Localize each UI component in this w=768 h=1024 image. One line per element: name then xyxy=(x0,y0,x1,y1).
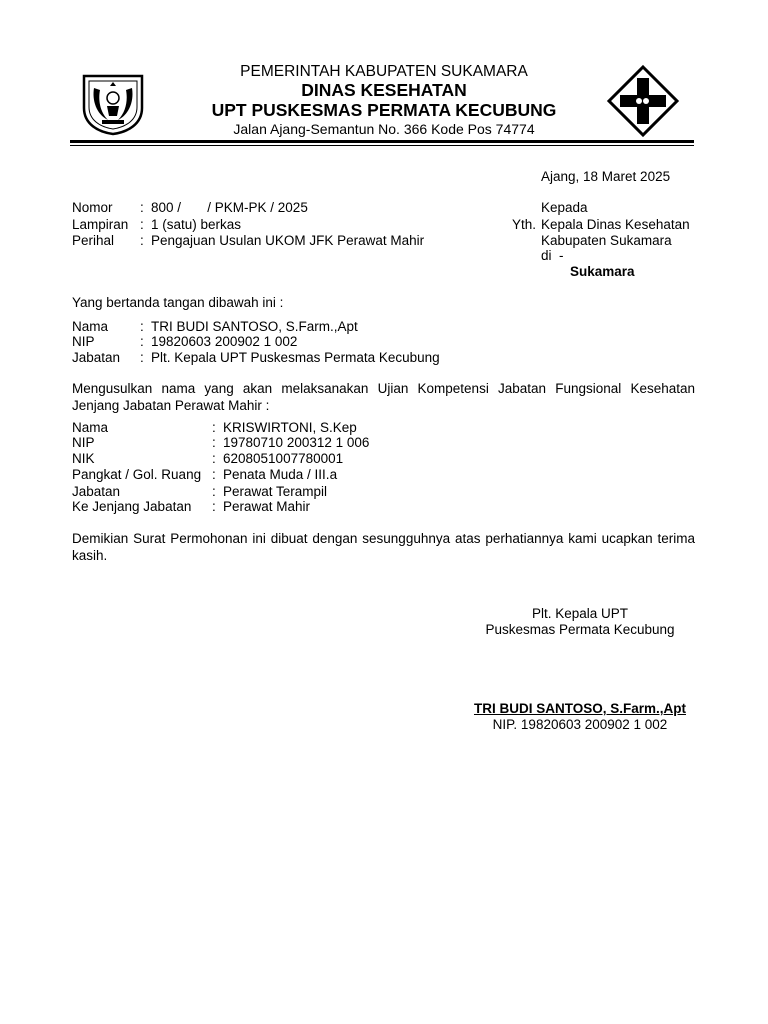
candidate-nama: Nama : KRISWIRTONI, S.Kep xyxy=(72,420,357,435)
recipient-line2: Kabupaten Sukamara xyxy=(541,233,672,248)
signer-nama: Nama : TRI BUDI SANTOSO, S.Farm.,Apt xyxy=(72,319,358,334)
candidate-jabatan: Jabatan : Perawat Terampil xyxy=(72,484,328,499)
candidate-pangkat: Pangkat / Gol. Ruang : Penata Muda / III.a xyxy=(72,467,338,482)
signer-nip: NIP : 19820603 200902 1 002 xyxy=(72,334,298,349)
header-unit: UPT PUSKESMAS PERMATA KECUBUNG xyxy=(211,100,557,120)
intro-text: Yang bertanda tangan dibawah ini : xyxy=(72,295,284,310)
body-paragraph: Mengusulkan nama yang akan melaksanakan Ujian Kompetensi Jabatan Fungsional Kesehatan Jenjang Jabatan Perawat Mahir : xyxy=(72,381,695,413)
header-agency: DINAS KESEHATAN xyxy=(301,80,467,100)
meta-nomor: Nomor : 800 / / PKM-PK / 2025 xyxy=(72,200,308,215)
candidate-jenjang: Ke Jenjang Jabatan : Perawat Mahir xyxy=(72,499,311,514)
recipient-city: Sukamara xyxy=(570,264,635,279)
recipient-line1: Kepala Dinas Kesehatan xyxy=(541,217,690,232)
meta-lampiran: Lampiran : 1 (satu) berkas xyxy=(72,217,242,232)
header-address: Jalan Ajang-Semantun No. 366 Kode Pos 74774 xyxy=(233,121,535,137)
header-rule-thin xyxy=(70,145,694,146)
closing-paragraph: Demikian Surat Permohonan ini dibuat dengan sesungguhnya atas perhatiannya kami ucapkan terima kasih. xyxy=(72,531,695,563)
signature-nip: NIP. 19820603 200902 1 002 xyxy=(492,717,668,732)
header-government: PEMERINTAH KABUPATEN SUKAMARA xyxy=(240,63,528,80)
signer-jabatan: Jabatan : Plt. Kepala UPT Puskesmas Permata Kecubung xyxy=(72,350,440,365)
signature-title2: Puskesmas Permata Kecubung xyxy=(485,622,675,637)
signature-title1: Plt. Kepala UPT xyxy=(531,606,629,621)
signature-name: TRI BUDI SANTOSO, S.Farm.,Apt xyxy=(473,701,687,716)
letter-date: Ajang, 18 Maret 2025 xyxy=(541,169,671,184)
recipient-di: di - xyxy=(541,248,564,263)
candidate-nik: NIK : 6208051007780001 xyxy=(72,451,344,466)
recipient-yth: Yth. xyxy=(512,217,537,232)
header-rule xyxy=(70,140,694,143)
candidate-nip: NIP : 19780710 200312 1 006 xyxy=(72,435,370,450)
meta-perihal: Perihal : Pengajuan Usulan UKOM JFK Perawat Mahir xyxy=(72,233,425,248)
recipient-kepada: Kepada xyxy=(541,200,588,215)
